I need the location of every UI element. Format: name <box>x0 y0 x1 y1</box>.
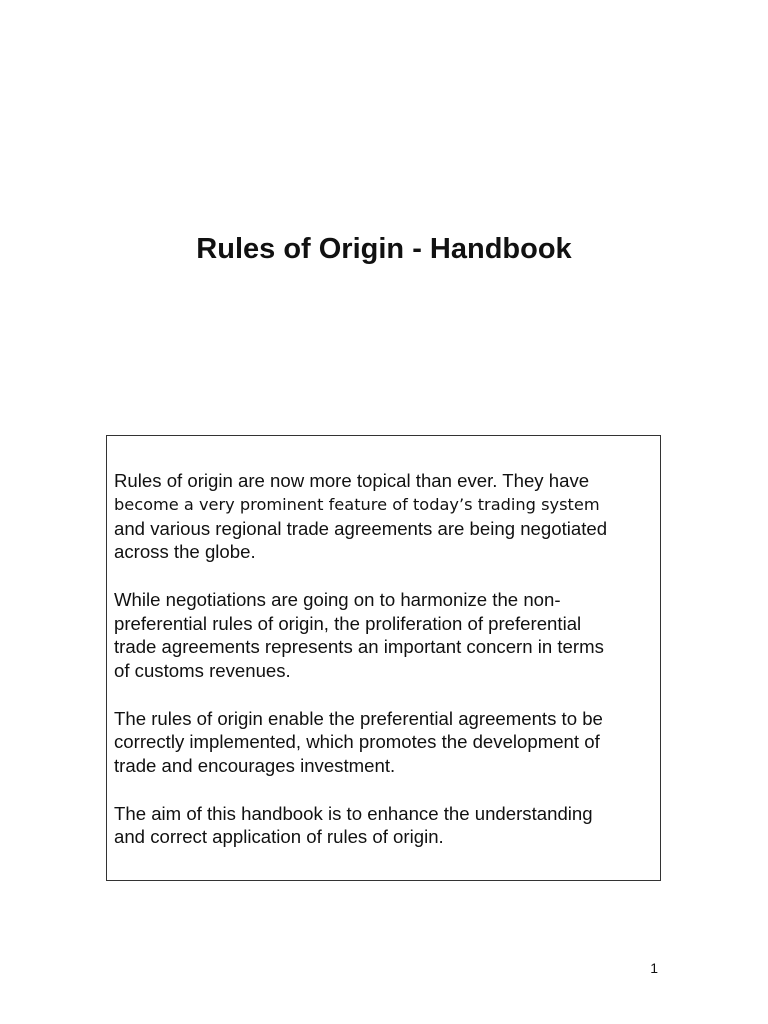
paragraph-line: become a very prominent feature of today’s trading system <box>114 494 600 514</box>
document-title: Rules of Origin - Handbook <box>196 233 572 265</box>
paragraph-line: correctly implemented, which promotes the development of <box>114 731 600 753</box>
paragraph-line: and various regional trade agreements are being negotiated <box>114 517 608 539</box>
paragraph-1 <box>114 469 654 564</box>
paragraph-line: preferential rules of origin, the proliferation of preferential <box>114 612 582 634</box>
paragraph-line: The aim of this handbook is to enhance the understanding <box>114 802 593 824</box>
paragraph-4 <box>114 802 654 850</box>
summary-box <box>106 435 661 881</box>
paragraph-line: While negotiations are going on to harmonize the non- <box>114 588 561 610</box>
paragraph-2 <box>114 588 654 683</box>
paragraph-line: of customs revenues. <box>114 660 291 682</box>
paragraph-line: Rules of origin are now more topical than ever. They have <box>114 470 590 491</box>
summary-text <box>114 469 654 873</box>
paragraph-line: and correct application of rules of origin. <box>114 826 444 848</box>
paragraph-3 <box>114 707 654 778</box>
paragraph-line: trade and encourages investment. <box>114 755 396 777</box>
paragraph-line: trade agreements represents an important concern in terms <box>114 636 604 658</box>
page-number: 1 <box>650 960 658 976</box>
paragraph-line: The rules of origin enable the preferential agreements to be <box>114 707 603 729</box>
paragraph-line: across the globe. <box>114 541 256 563</box>
